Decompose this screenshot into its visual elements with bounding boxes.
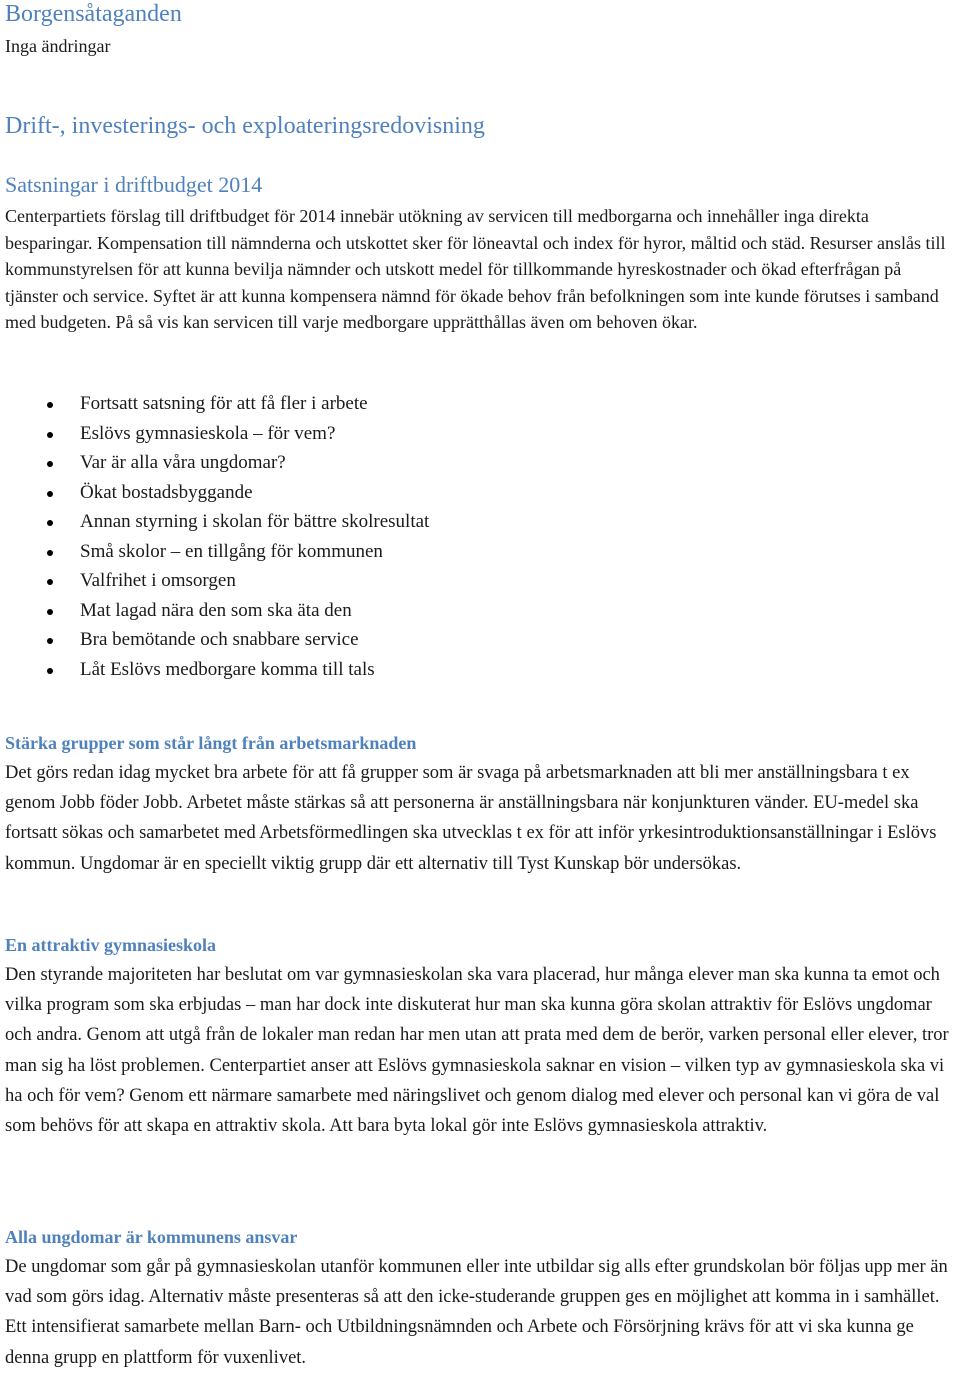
gymnasieskola-heading: En attraktiv gymnasieskola xyxy=(5,935,217,955)
list-item: Ökat bostadsbyggande xyxy=(5,478,905,508)
list-item: Bra bemötande och snabbare service xyxy=(5,625,905,655)
satsningar-heading: Satsningar i driftbudget 2014 xyxy=(5,172,263,197)
list-item: Mat lagad nära den som ska äta den xyxy=(5,596,905,626)
list-item: Valfrihet i omsorgen xyxy=(5,566,905,596)
list-item: Annan styrning i skolan för bättre skolresultat xyxy=(5,507,905,537)
list-item: Var är alla våra ungdomar? xyxy=(5,448,905,478)
main-title: Drift-, investerings- och exploateringsredovisning xyxy=(5,113,485,139)
ungdomar-heading: Alla ungdomar är kommunens ansvar xyxy=(5,1227,298,1247)
gymnasieskola-paragraph: Den styrande majoriteten har beslutat om var gymnasieskolan ska vara placerad, hur många elever man ska kunna ta emot och vilka program som ska erbjudas – man har dock inte diskuterat hur man ska kunna göra skolan attraktiv för Eslövs ungdomar och andra. Genom att utgå från de lokaler man redan har men utan att prata med dem de berör, varken personal eller elever, tror man sig ha löst problemen. Centerpartiet anser att Eslövs gymnasieskola saknar en vision – vilken typ av gymnasieskola ska vi ha och för vem? Genom ett närmare samarbete med näringslivet och genom dialog med elever och personal kan vi göra de val som behövs för att skapa en attraktiv skola. Att bara byta lokal gör inte Eslövs gymnasieskola attraktiv. xyxy=(5,965,949,1137)
priority-list xyxy=(5,389,905,684)
borgen-heading: Borgensåtaganden xyxy=(5,1,182,27)
list-item: Låt Eslövs medborgare komma till tals xyxy=(5,655,905,685)
list-item: Fortsatt satsning för att få fler i arbete xyxy=(5,389,905,419)
list-item: Eslövs gymnasieskola – för vem? xyxy=(5,419,905,449)
starka-heading: Stärka grupper som står långt från arbetsmarknaden xyxy=(5,733,417,753)
borgen-text: Inga ändringar xyxy=(5,36,111,56)
starka-paragraph: Det görs redan idag mycket bra arbete för att få grupper som är svaga på arbetsmarknaden att bli mer anställningsbara t ex genom Jobb föder Jobb. Arbetet måste stärkas så att personerna är anställningsbara när konjunkturen vänder. EU-medel ska fortsatt sökas och samarbetet med Arbetsförmedlingen ska utvecklas t ex för att inför yrkesintroduktionsanställningar i Eslövs kommun. Ungdomar är en speciellt viktig grupp där ett alternativ till Tyst Kunskap bör undersökas. xyxy=(5,763,937,874)
ungdomar-paragraph: De ungdomar som går på gymnasieskolan utanför kommunen eller inte utbildar sig alls efter grundskolan bör följas upp mer än vad som görs idag. Alternativ måste presenteras så att den icke-studerande gruppen ges en möjlighet att komma in i samhället. Ett intensifierat samarbete mellan Barn- och Utbildningsnämnden och Arbete och Försörjning krävs för att vi ska kunna ge denna grupp en plattform för vuxenlivet. xyxy=(5,1257,948,1368)
satsningar-paragraph: Centerpartiets förslag till driftbudget för 2014 innebär utökning av servicen till medborgarna och innehåller inga direkta besparingar. Kompensation till nämnderna och utskottet sker för löneavtal och index för hyror, måltid och städ. Resurser anslås till kommunstyrelsen för att kunna bevilja nämnder och utskott medel för tillkommande hyreskostnader och ökad efterfrågan på tjänster och service. Syftet är att kunna kompensera nämnd för ökade behov från befolkningen som inte kunde förutses i samband med budgeten. På så vis kan servicen till varje medborgare upprätthållas även om behoven ökar. xyxy=(5,206,946,332)
list-item: Små skolor – en tillgång för kommunen xyxy=(5,537,905,567)
